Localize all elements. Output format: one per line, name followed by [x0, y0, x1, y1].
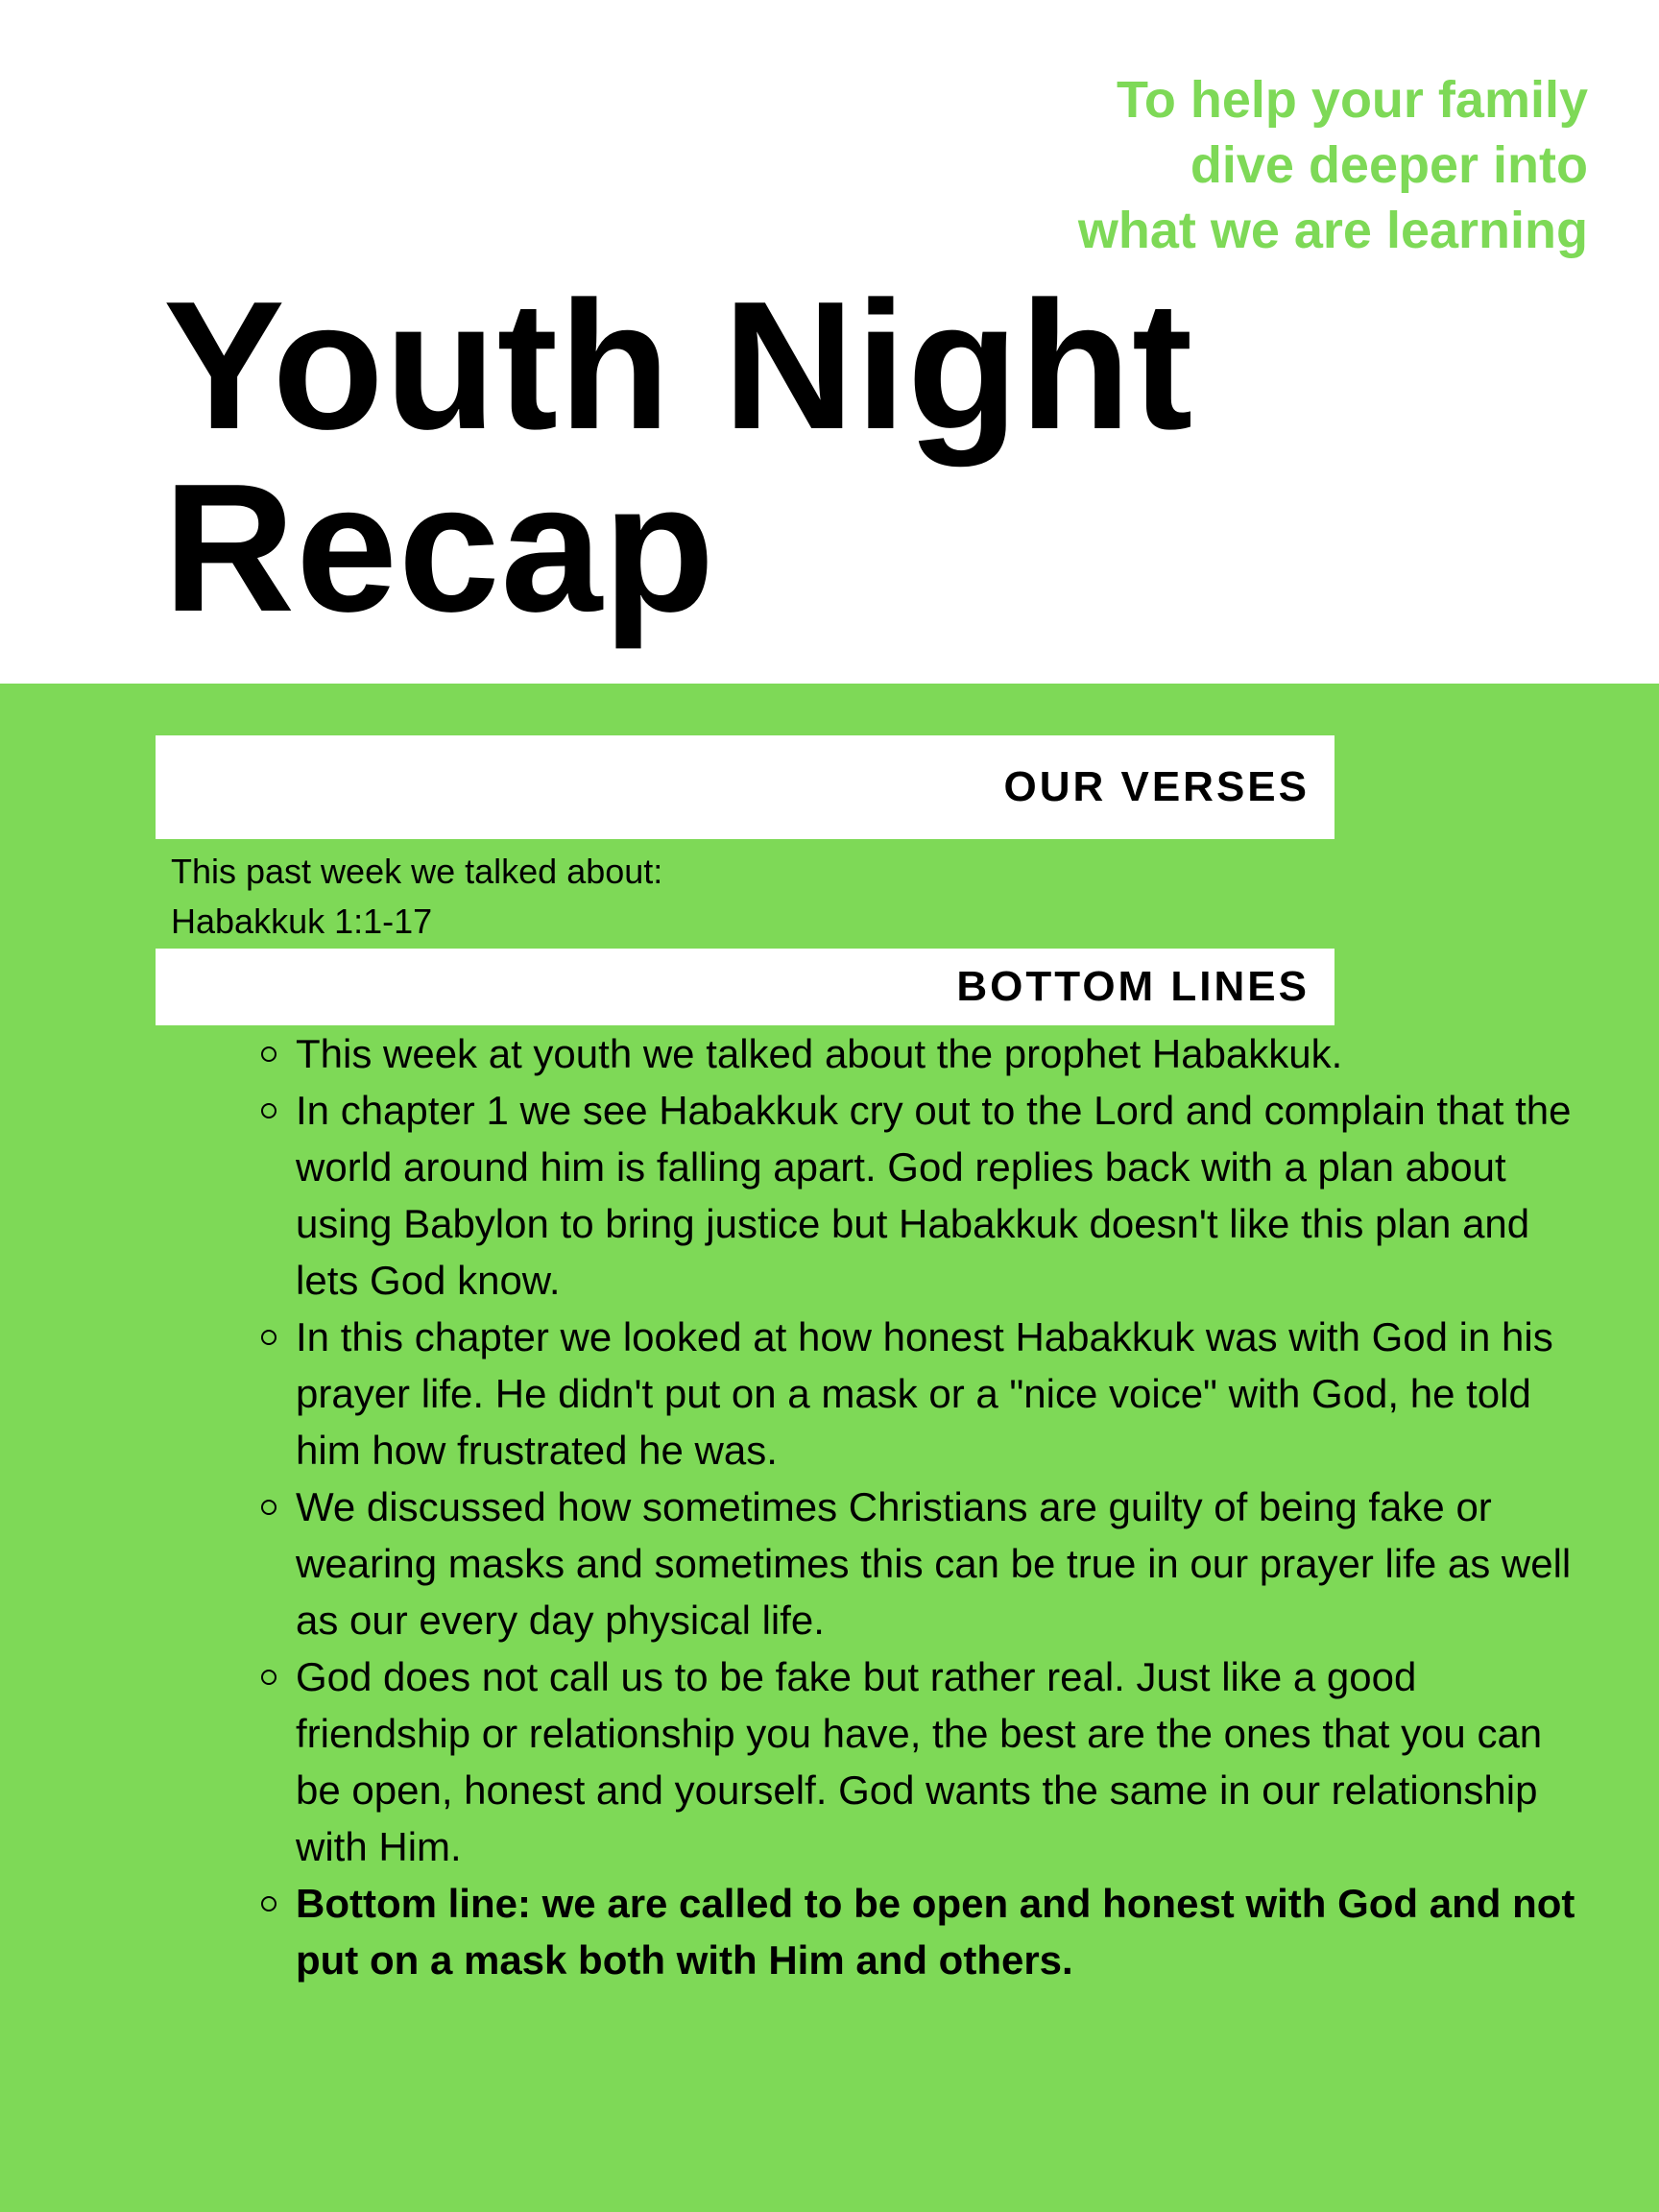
tagline-line-2: dive deeper into — [1190, 136, 1588, 194]
bottom-lines-list — [259, 1025, 1594, 1988]
our-verses-heading: OUR VERSES — [156, 735, 1334, 839]
tagline-line-3: what we are learning — [1077, 202, 1588, 259]
verses-text — [171, 847, 662, 947]
list-item: This week at youth we talked about the prophet Habakkuk. — [259, 1025, 1594, 1082]
verses-intro: This past week we talked about: — [171, 852, 663, 891]
bottom-lines-heading: BOTTOM LINES — [156, 949, 1334, 1025]
tagline — [724, 67, 1588, 263]
verses-reference: Habakkuk 1:1-17 — [171, 902, 433, 941]
list-item: We discussed how sometimes Christians are guilty of being fake or wearing masks and sometimes this can be true in our prayer life as well as our every day physical life. — [259, 1479, 1594, 1648]
list-item: God does not call us to be fake but rather real. Just like a good friendship or relationship you have, the best are the ones that you can be open, honest and yourself. God wants the same in our relationship with Him. — [259, 1648, 1594, 1875]
page-title — [163, 264, 1194, 650]
tagline-line-1: To help your family — [1116, 71, 1588, 129]
bottom-line-summary: Bottom line: we are called to be open and honest with God and not put on a mask both with Him and others. — [259, 1875, 1594, 1988]
list-item: In chapter 1 we see Habakkuk cry out to the Lord and complain that the world around him is falling apart. God replies back with a plan about using Babylon to bring justice but Habakkuk doesn't like this plan and lets God know. — [259, 1082, 1594, 1309]
page-title-line-1: Youth Night — [163, 264, 1194, 468]
list-item: In this chapter we looked at how honest Habakkuk was with God in his prayer life. He didn't put on a mask or a "nice voice" with God, he told him how frustrated he was. — [259, 1309, 1594, 1479]
page-title-line-2: Recap — [163, 446, 716, 650]
